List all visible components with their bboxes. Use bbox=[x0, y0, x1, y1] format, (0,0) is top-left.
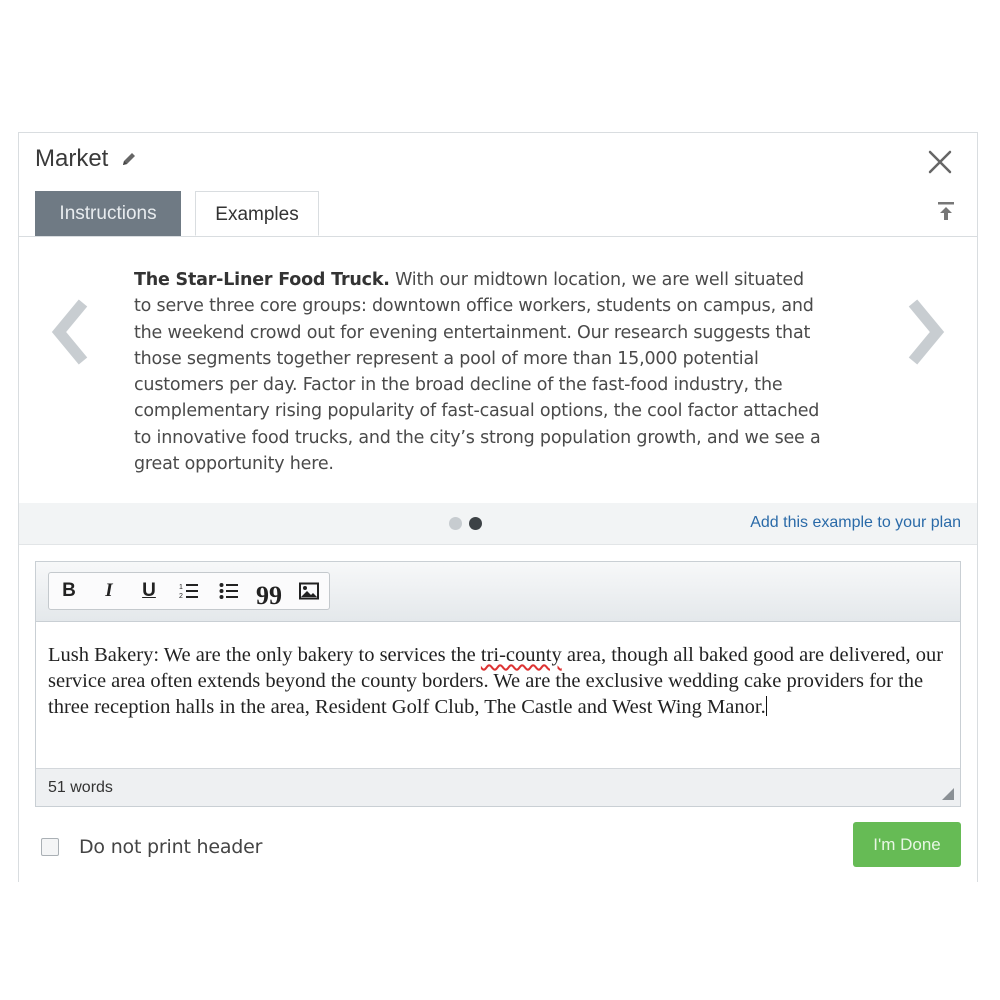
title-row bbox=[35, 145, 138, 173]
insert-image-button[interactable] bbox=[289, 573, 329, 609]
chevron-left-icon[interactable] bbox=[45, 297, 95, 367]
carousel-dot-1[interactable] bbox=[449, 517, 462, 530]
bulleted-list-icon bbox=[219, 582, 239, 600]
editor-content[interactable] bbox=[48, 642, 954, 720]
editor-text-start: Lush Bakery: We are the only bakery to services the bbox=[48, 644, 481, 666]
format-button-group bbox=[48, 572, 330, 610]
close-icon[interactable] bbox=[925, 147, 955, 177]
checkbox-label: Do not print header bbox=[79, 836, 263, 858]
misspelled-word: tri-county bbox=[480, 644, 562, 666]
chevron-right-icon[interactable] bbox=[901, 297, 951, 367]
editor-toolbar bbox=[36, 562, 960, 622]
add-example-link[interactable]: Add this example to your plan bbox=[750, 514, 961, 531]
market-panel bbox=[18, 132, 978, 882]
bold-button[interactable]: B bbox=[62, 580, 76, 601]
example-heading: The Star-Liner Food Truck. bbox=[134, 270, 390, 290]
editor-statusbar bbox=[36, 768, 960, 806]
numbered-list-button[interactable] bbox=[169, 573, 209, 609]
svg-text:2: 2 bbox=[179, 593, 183, 600]
print-header-option bbox=[41, 836, 262, 858]
collapse-to-top-icon[interactable] bbox=[935, 199, 957, 223]
tab-examples[interactable]: Examples bbox=[195, 191, 319, 236]
editor-text-end: area, though all baked good are delivered, our service area often extends beyond the county borders. We are the exclusive wedding cake providers for the three reception halls in the area, Resident Golf Club, The Castle and West Wing Manor. bbox=[48, 644, 944, 718]
tab-instructions[interactable]: Instructions bbox=[35, 191, 181, 236]
done-button[interactable]: I'm Done bbox=[853, 822, 961, 867]
bulleted-list-button[interactable] bbox=[209, 573, 249, 609]
section-title: Market bbox=[35, 145, 109, 172]
example-carousel bbox=[19, 236, 977, 503]
numbered-list-icon bbox=[179, 582, 199, 600]
do-not-print-header-checkbox[interactable] bbox=[41, 838, 59, 856]
example-text bbox=[134, 267, 824, 477]
carousel-dot-2[interactable] bbox=[469, 517, 482, 530]
tab-bar bbox=[35, 191, 319, 236]
svg-text:1: 1 bbox=[179, 584, 183, 591]
italic-button[interactable]: I bbox=[105, 580, 113, 601]
carousel-bar bbox=[19, 503, 977, 545]
underline-button[interactable]: U bbox=[142, 580, 156, 601]
pencil-icon[interactable] bbox=[120, 150, 138, 168]
rich-text-editor bbox=[35, 561, 961, 807]
word-count: 51 words bbox=[48, 779, 113, 796]
resize-handle-icon[interactable] bbox=[942, 788, 954, 800]
image-icon bbox=[299, 582, 319, 600]
example-body: With our midtown location, we are well situated to serve three core groups: downtown office workers, students on campus, and the weekend crowd out for evening entertainment. Our research suggests that those segments together represent a pool of more than 15,000 potential customers per day. Factor in the broad decline of the fast-food industry, the complementary rising popularity of fast-casual options, the cool factor attached to innovative food trucks, and the city’s strong population growth, and we see a great opportunity here. bbox=[134, 270, 821, 475]
blockquote-button[interactable]: 99 bbox=[256, 581, 282, 610]
text-cursor bbox=[766, 696, 767, 716]
